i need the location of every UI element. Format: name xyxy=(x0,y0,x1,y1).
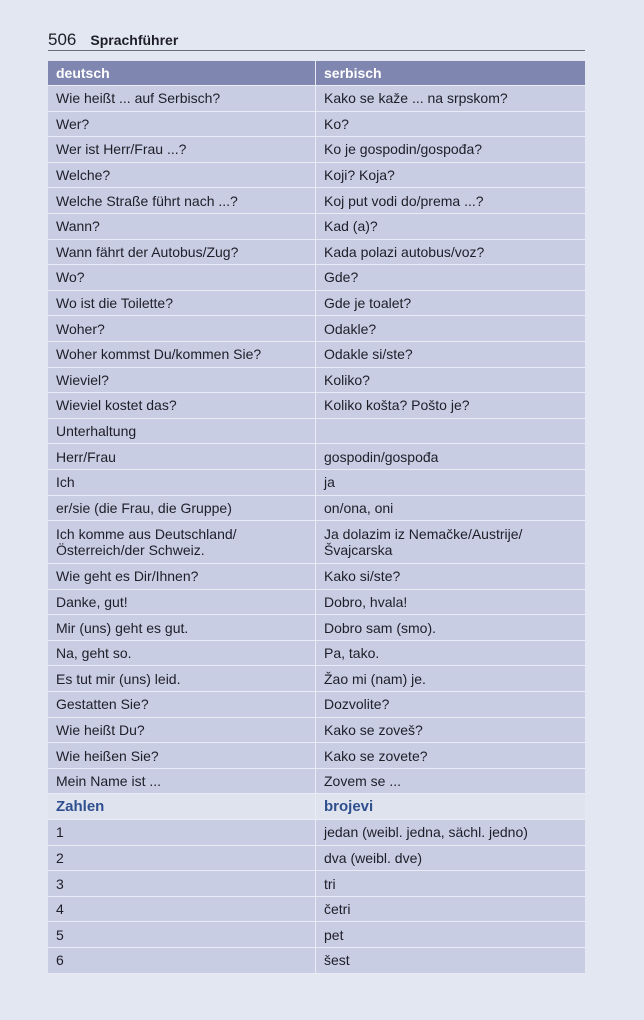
table-row xyxy=(48,368,585,394)
table-row xyxy=(48,948,585,974)
table-row xyxy=(48,188,585,214)
table-row xyxy=(48,342,585,368)
table-row xyxy=(48,564,585,590)
phrase-deutsch: Woher kommst Du/kommen Sie? xyxy=(48,342,316,368)
phrase-deutsch: Wie heißt ... auf Serbisch? xyxy=(48,86,316,112)
table-row xyxy=(48,769,585,795)
phrase-deutsch: Welche Straße führt nach ...? xyxy=(48,188,316,214)
table-row xyxy=(48,922,585,948)
page-header xyxy=(48,30,585,51)
phrase-deutsch: er/sie (die Frau, die Gruppe) xyxy=(48,496,316,522)
phrase-deutsch: Wieviel? xyxy=(48,368,316,394)
phrase-serbisch: Koliko? xyxy=(316,368,585,394)
phrase-serbisch: Kad (a)? xyxy=(316,214,585,240)
page-number: 506 xyxy=(48,30,77,49)
page-title: Sprachführer xyxy=(90,32,179,48)
phrase-serbisch: Kako se zoveš? xyxy=(316,718,585,744)
table-row xyxy=(48,521,585,564)
column-header-deutsch: deutsch xyxy=(48,61,316,86)
phrase-serbisch: ja xyxy=(316,470,585,496)
table-row xyxy=(48,470,585,496)
phrase-deutsch: Unterhaltung xyxy=(48,419,316,445)
phrase-deutsch: Wie heißen Sie? xyxy=(48,743,316,769)
phrase-deutsch: Wann fährt der Autobus/Zug? xyxy=(48,240,316,266)
phrase-deutsch: Wann? xyxy=(48,214,316,240)
phrase-table xyxy=(48,61,585,974)
phrase-serbisch: Koji? Koja? xyxy=(316,163,585,189)
phrase-deutsch: Mir (uns) geht es gut. xyxy=(48,615,316,641)
table-row xyxy=(48,496,585,522)
phrase-serbisch: Kako se zovete? xyxy=(316,743,585,769)
phrase-deutsch: Woher? xyxy=(48,316,316,342)
table-row xyxy=(48,718,585,744)
table-row xyxy=(48,291,585,317)
phrase-deutsch: 3 xyxy=(48,871,316,897)
table-header-row xyxy=(48,61,585,86)
phrase-serbisch: Kako se kaže ... na srpskom? xyxy=(316,86,585,112)
phrase-serbisch: Koliko košta? Pošto je? xyxy=(316,393,585,419)
phrase-serbisch: Gde je toalet? xyxy=(316,291,585,317)
table-row xyxy=(48,871,585,897)
phrase-serbisch: Ko je gospodin/gospođa? xyxy=(316,137,585,163)
phrase-serbisch: Zovem se ... xyxy=(316,769,585,795)
table-row xyxy=(48,265,585,291)
phrase-serbisch: šest xyxy=(316,948,585,974)
phrase-deutsch: Es tut mir (uns) leid. xyxy=(48,666,316,692)
phrase-deutsch: Welche? xyxy=(48,163,316,189)
phrase-deutsch: Wer ist Herr/Frau ...? xyxy=(48,137,316,163)
table-row xyxy=(48,419,585,445)
phrase-deutsch: Wo? xyxy=(48,265,316,291)
phrase-deutsch: Danke, gut! xyxy=(48,590,316,616)
phrase-deutsch: Ich xyxy=(48,470,316,496)
table-row xyxy=(48,393,585,419)
phrase-deutsch: 2 xyxy=(48,846,316,872)
phrase-deutsch: 5 xyxy=(48,922,316,948)
table-row xyxy=(48,240,585,266)
phrase-serbisch: pet xyxy=(316,922,585,948)
table-row xyxy=(48,846,585,872)
table-row xyxy=(48,214,585,240)
table-row xyxy=(48,444,585,470)
table-row xyxy=(48,137,585,163)
phrase-serbisch: Kada polazi autobus/voz? xyxy=(316,240,585,266)
phrase-serbisch: Dozvolite? xyxy=(316,692,585,718)
table-row xyxy=(48,897,585,923)
phrase-deutsch: Wie heißt Du? xyxy=(48,718,316,744)
phrase-serbisch: jedan (weibl. jedna, sächl. jedno) xyxy=(316,820,585,846)
section-label-serbisch: brojevi xyxy=(316,794,585,820)
phrase-serbisch: Pa, tako. xyxy=(316,641,585,667)
table-row xyxy=(48,163,585,189)
table-row xyxy=(48,86,585,112)
phrase-deutsch: Wo ist die Toilette? xyxy=(48,291,316,317)
table-row xyxy=(48,820,585,846)
table-row xyxy=(48,112,585,138)
phrase-serbisch: on/ona, oni xyxy=(316,496,585,522)
table-row xyxy=(48,641,585,667)
phrase-serbisch: Ko? xyxy=(316,112,585,138)
table-row xyxy=(48,590,585,616)
table-row xyxy=(48,615,585,641)
table-row xyxy=(48,316,585,342)
phrase-deutsch: Herr/Frau xyxy=(48,444,316,470)
phrase-serbisch: Odakle si/ste? xyxy=(316,342,585,368)
phrase-serbisch: četri xyxy=(316,897,585,923)
phrase-serbisch xyxy=(316,419,585,445)
phrase-deutsch: Gestatten Sie? xyxy=(48,692,316,718)
phrase-deutsch: 4 xyxy=(48,897,316,923)
phrase-serbisch: Žao mi (nam) je. xyxy=(316,666,585,692)
phrase-serbisch: tri xyxy=(316,871,585,897)
phrase-deutsch: 1 xyxy=(48,820,316,846)
phrase-deutsch: Na, geht so. xyxy=(48,641,316,667)
phrase-deutsch: Wie geht es Dir/Ihnen? xyxy=(48,564,316,590)
phrase-serbisch: Odakle? xyxy=(316,316,585,342)
phrase-deutsch: 6 xyxy=(48,948,316,974)
phrase-serbisch: Koj put vodi do/prema ...? xyxy=(316,188,585,214)
column-header-serbisch: serbisch xyxy=(316,61,585,86)
phrase-deutsch: Wer? xyxy=(48,112,316,138)
phrase-deutsch: Mein Name ist ... xyxy=(48,769,316,795)
phrase-serbisch: dva (weibl. dve) xyxy=(316,846,585,872)
table-row xyxy=(48,666,585,692)
phrase-serbisch: Ja dolazim iz Nemačke/Austrije/ Švajcarska xyxy=(316,521,585,564)
section-header-row xyxy=(48,794,585,820)
table-row xyxy=(48,743,585,769)
phrase-serbisch: Dobro sam (smo). xyxy=(316,615,585,641)
phrase-deutsch: Wieviel kostet das? xyxy=(48,393,316,419)
phrase-serbisch: Kako si/ste? xyxy=(316,564,585,590)
phrase-deutsch: Ich komme aus Deutschland/ Österreich/der Schweiz. xyxy=(48,521,316,564)
phrase-serbisch: Gde? xyxy=(316,265,585,291)
phrase-serbisch: gospodin/gospođa xyxy=(316,444,585,470)
section-label-deutsch: Zahlen xyxy=(48,794,316,820)
phrase-serbisch: Dobro, hvala! xyxy=(316,590,585,616)
table-row xyxy=(48,692,585,718)
